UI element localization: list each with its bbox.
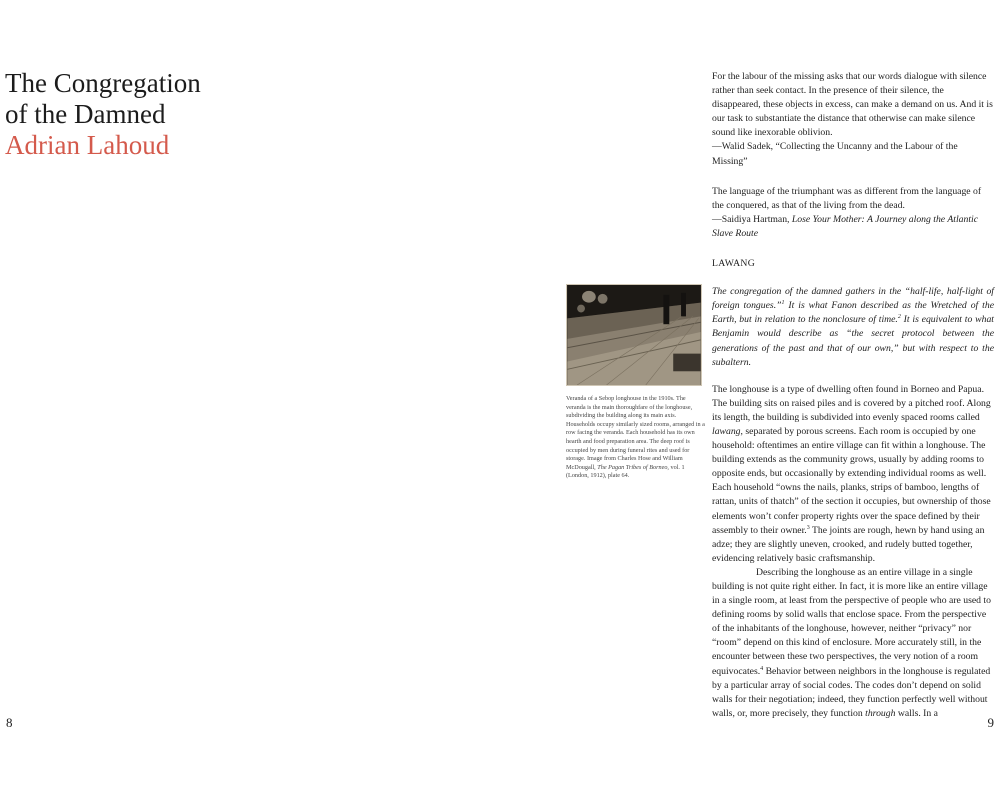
caption-text-end: vol. 1 (London, 1912), plate 64. [566, 463, 685, 480]
figure-caption [566, 395, 706, 481]
footnote-ref-2[interactable]: 2 [897, 314, 901, 321]
body-2-text-a: Describing the longhouse as an entire village in a single building is not quite right either. In fact, it is more like an entire village in a single room, at least from the perspective of people who are used to defining rooms by solid walls that enclose space. From the perspective of the inhabitants of the longhouse, however, neither “privacy” nor “room” depend on this kind of enclosure. More accurately still, in the encounter between these two perspectives, the very notion of a room equivocates. [712, 566, 991, 677]
epigraph-1 [712, 70, 994, 169]
page-number-right: 9 [987, 715, 994, 730]
author-name: Adrian Lahoud [5, 130, 170, 160]
intro-paragraph [712, 285, 994, 370]
body-2-term-through: through [865, 707, 896, 719]
epigraph-1-text: For the labour of the missing asks that our words dialogue with silence rather than seek contact. In the presence of their silence, the disappeared, these objects in excess, can make a demand on us. And it is our task to substantiate the distance that otherwise can make silence sound like inexorable oblivion. [712, 71, 993, 139]
main-text-column [712, 70, 994, 721]
intro-text-1: The congregation of the damned gathers in the “half-life, half-light of foreign tongues.” [712, 286, 994, 312]
body-paragraph-2 [712, 566, 994, 721]
body-1-text-b: , separated by porous screens. Each room is occupied by one household: oftentimes an entire village can fit within a longhouse. The building extends as the community grows, usually by adding rooms to opposite ends, but occasionally by extending individual rooms as well. Each household “owns the nails, planks, strips of bamboo, lengths of rattan, units of thatch” of the section it occupies, but ownership of those elements won’t confer property rights over the space defined by their assembly to their owner. [712, 425, 991, 536]
intro-text-3: It is equivalent to what Benjamin would describe as “the secret protocol between the generations of the past and that of our own,” but with respect to the subaltern. [712, 314, 994, 368]
epigraph-2-text: The language of the triumphant was as different from the language of the conquered, as that of the living from the dead. [712, 185, 982, 211]
footnote-ref-4[interactable]: 4 [760, 665, 764, 672]
epigraph-2-book-title: Lose Your Mother: A Journey along the Atlantic Slave Route [712, 213, 979, 239]
page-number-left: 8 [6, 715, 13, 730]
body-paragraph-1 [712, 383, 994, 566]
figure [566, 284, 705, 481]
epigraph-1-attribution: —Walid Sadek, “Collecting the Uncanny and the Labour of the Missing” [712, 141, 958, 167]
title-block [5, 68, 201, 161]
intro-text-2: It is what Fanon described as the Wretched of the Earth, but in relation to the nonclosure of time. [712, 300, 994, 326]
section-heading: LAWANG [712, 258, 755, 270]
page-title-line-1: The Congregation [5, 68, 201, 98]
body-2-text-b: Behavior between neighbors in the longhouse is regulated by a particular array of social codes. The codes don’t depend on solid walls for their negotiation; indeed, they function perfectly well without walls, or, more precisely, they function [712, 665, 991, 719]
epigraph-2-author: —Saidiya Hartman, [712, 213, 792, 225]
epigraph-2 [712, 185, 994, 241]
footnote-ref-1[interactable]: 1 [781, 299, 785, 306]
caption-book-title: The Pagan Tribes of Borneo, [597, 463, 669, 471]
page-title-line-2: of the Damned [5, 99, 166, 129]
footnote-ref-3[interactable]: 3 [806, 524, 810, 531]
body-1-term-lawang: lawang [712, 425, 741, 437]
caption-text: Veranda of a Sebop longhouse in the 1910s. The veranda is the main thoroughfare of the longhouse, subdividing the building along its main axis. Households occupy similarly sized rooms, arranged in a row facing the veranda. Each household has its own hearth and food preparation area. The deep roof is occupied by men during funeral rites and used for storage. Image from Charles Hose and William McDougall, [566, 395, 705, 471]
body-2-text-c: walls. In a [895, 707, 938, 719]
body-1-text-a: The longhouse is a type of dwelling often found in Borneo and Papua. The building sits on raised piles and is covered by a pitched roof. Along its length, the building is subdivided into evenly spaced rooms called [712, 383, 991, 423]
epigraph-2-attribution [712, 213, 994, 241]
longhouse-veranda-photo [566, 284, 702, 386]
body-1-text-c: The joints are rough, hewn by hand using an adze; they are slightly uneven, crooked, and rudely butted together, evidencing relatively basic craftsmanship. [712, 524, 985, 564]
